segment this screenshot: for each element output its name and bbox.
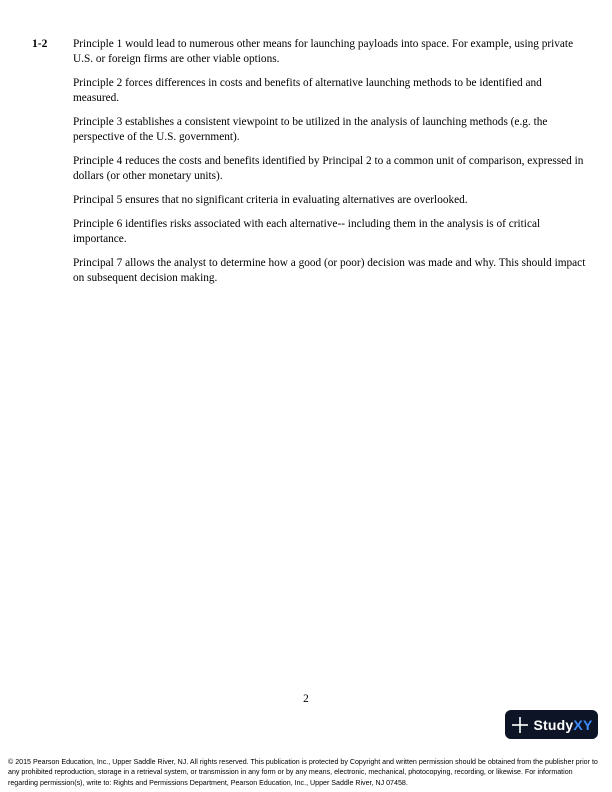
page-number: 2 <box>303 693 309 705</box>
principle-3-paragraph: Principle 3 establishes a consistent viewpoint to be utilized in the analysis of launching methods (e.g. the perspective of the U.S. government). <box>73 116 548 143</box>
principle-4-paragraph: Principle 4 reduces the costs and benefits identified by Principal 2 to a common unit of comparison, expressed in dollars (or other monetary units). <box>73 155 584 182</box>
principle-1-paragraph: Principle 1 would lead to numerous other means for launching payloads into space. For example, using private U.S. or foreign firms are other viable options. <box>73 38 574 65</box>
principle-7-paragraph: Principal 7 allows the analyst to determine how a good (or poor) decision was made and why. This should impact on subsequent decision making. <box>73 257 586 284</box>
studyxy-badge[interactable] <box>505 710 598 739</box>
problem-number: 1-2 <box>32 38 48 50</box>
answer-body <box>73 37 588 295</box>
principle-2-paragraph: Principle 2 forces differences in costs and benefits of alternative launching methods to be identified and measured. <box>73 77 542 104</box>
brand-logo <box>534 717 593 733</box>
brand-primary: Study <box>533 716 574 733</box>
plus-icon <box>511 716 529 734</box>
brand-accent: XY <box>573 716 593 733</box>
copyright-footer: © 2015 Pearson Education, Inc., Upper Saddle River, NJ. All rights reserved. This publication is protected by Copyright and written permission should be obtained from the publisher prior to any prohibited reproduction, storage in a retrieval system, or transmission in any form or by any means, electronic, mechanical, photocopying, recording, or likewise. For information regarding permission(s), write to: Rights and Permissions Department, Pearson Education, Inc., Upper Saddle River, NJ 07458. <box>8 758 598 787</box>
principle-5-paragraph: Principal 5 ensures that no significant criteria in evaluating alternatives are overlooked. <box>73 194 468 206</box>
principle-6-paragraph: Principle 6 identifies risks associated with each alternative-- including them in the analysis is of critical importance. <box>73 218 541 245</box>
